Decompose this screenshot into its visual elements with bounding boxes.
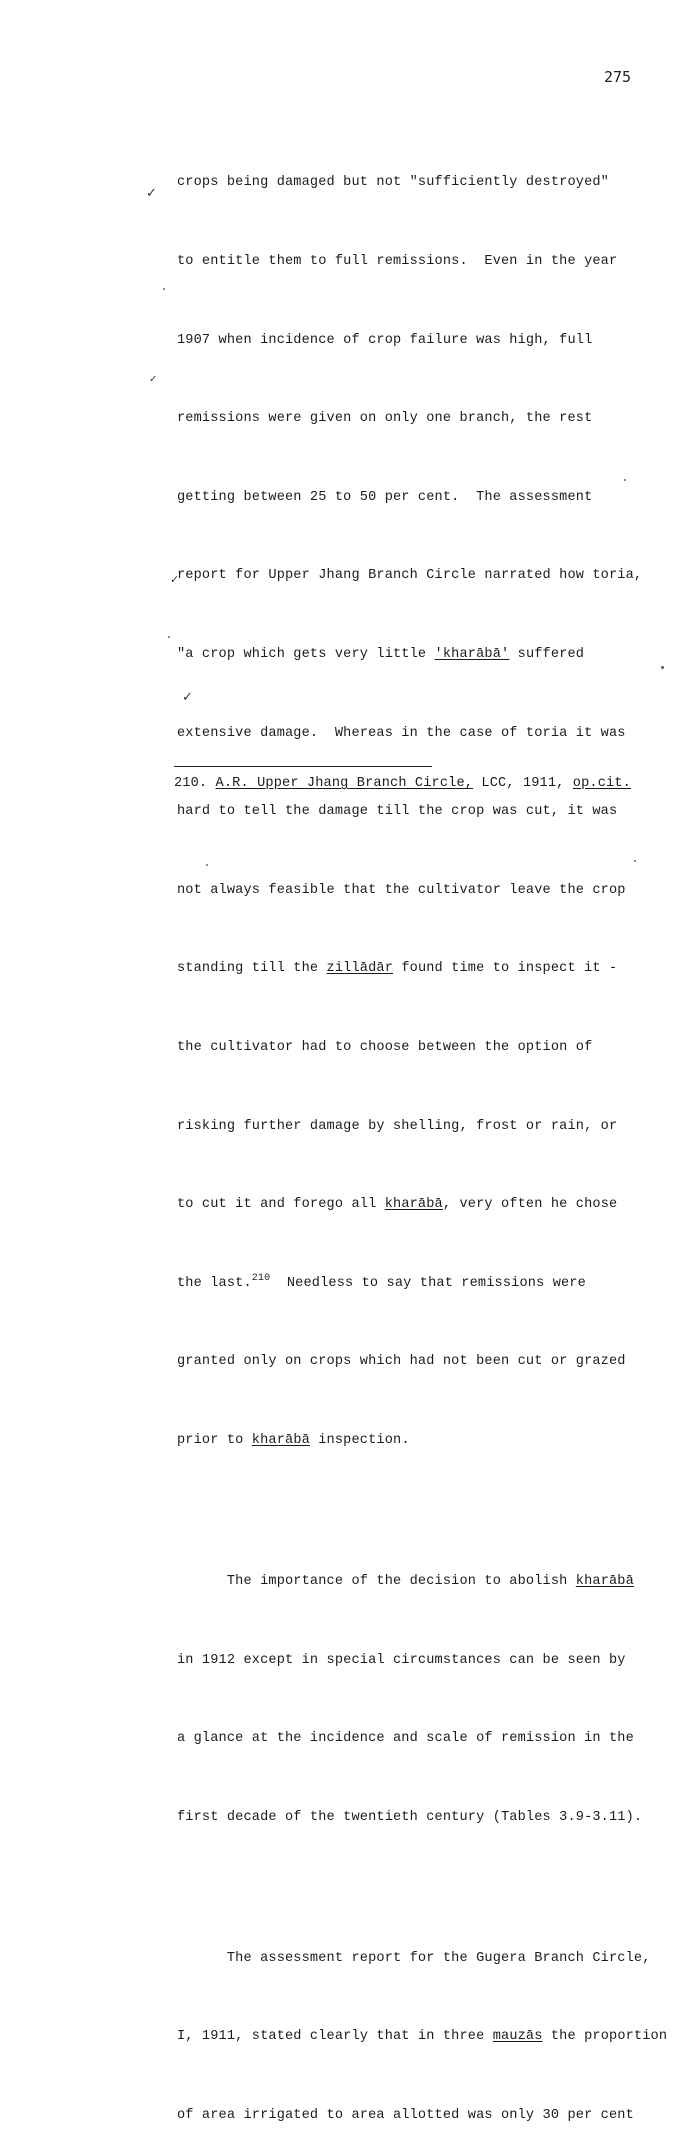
term-kharaba: 'kharābā' xyxy=(434,646,510,662)
text-line: report for Upper Jhang Branch Circle narrated how toria, xyxy=(177,568,643,584)
text-line: The importance of the decision to abolish kharābā xyxy=(177,1573,634,1589)
text-line: The assessment report for the Gugera Branch Circle, xyxy=(177,1950,651,1966)
footnote-source: LCC, 1911, xyxy=(473,776,573,791)
text-line: the cultivator had to choose between the option of xyxy=(177,1039,593,1055)
text-line: a glance at the incidence and scale of remission in the xyxy=(177,1731,634,1747)
body-text xyxy=(177,118,677,2155)
text-line: remissions were given on only one branch, the rest xyxy=(177,411,593,427)
footnote-ref: 210 xyxy=(251,1272,271,1284)
scan-speck xyxy=(624,479,626,481)
term-zilladar: zillādār xyxy=(326,961,394,977)
text-line: I, 1911, stated clearly that in three mauzās the proportion xyxy=(177,2029,668,2045)
text-line: to cut it and forego all kharābā, very often he chose xyxy=(177,1197,618,1213)
term-kharaba: kharābā xyxy=(251,1432,310,1448)
scan-speck xyxy=(206,864,208,866)
text-line: "a crop which gets very little 'kharābā' suffered xyxy=(177,646,585,662)
text-line: crops being damaged but not "sufficiently destroyed" xyxy=(177,175,609,191)
check-mark-icon: ✓ xyxy=(170,573,180,586)
text-line: not always feasible that the cultivator leave the crop xyxy=(177,882,626,898)
text-line: of area irrigated to area allotted was only 30 per cent xyxy=(177,2107,634,2123)
scan-speck xyxy=(168,636,170,638)
scan-speck xyxy=(634,860,636,862)
text-line: in 1912 except in special circumstances can be seen by xyxy=(177,1652,626,1668)
footnote-divider xyxy=(174,766,432,767)
term-kharaba: kharābā xyxy=(575,1573,634,1589)
check-mark-icon: ✓ xyxy=(146,186,157,201)
footnote-number: 210. xyxy=(174,776,208,791)
text-line: standing till the zillādār found time to inspect it - xyxy=(177,961,618,977)
footnote-title: A.R. Upper Jhang Branch Circle, xyxy=(215,776,474,791)
text-line: prior to kharābā inspection. xyxy=(177,1432,410,1448)
check-mark-icon: ✓ xyxy=(182,690,193,705)
text-line: 1907 when incidence of crop failure was high, full xyxy=(177,332,593,348)
footnote-ref: op.cit. xyxy=(572,776,631,791)
text-line: risking further damage by shelling, frost or rain, or xyxy=(177,1118,618,1134)
text-line: granted only on crops which had not been cut or grazed xyxy=(177,1354,626,1370)
scan-speck xyxy=(661,666,664,669)
term-kharaba: kharābā xyxy=(384,1197,443,1213)
text-line: hard to tell the damage till the crop was cut, it was xyxy=(177,804,618,820)
text-line: first decade of the twentieth century (Tables 3.9-3.11). xyxy=(177,1809,643,1825)
page-number: 275 xyxy=(604,68,632,86)
text-line: extensive damage. Whereas in the case of toria it was xyxy=(177,725,626,741)
text-line: to entitle them to full remissions. Even in the year xyxy=(177,254,618,269)
scan-speck xyxy=(163,288,165,290)
term-mauzas: mauzās xyxy=(492,2029,543,2045)
footnote xyxy=(174,776,631,791)
check-mark-icon: ✓ xyxy=(149,374,158,385)
text-line: getting between 25 to 50 per cent. The assessment xyxy=(177,489,593,505)
text-line: the last.$^{210}$ Needless to say that remissions were xyxy=(177,1272,586,1291)
